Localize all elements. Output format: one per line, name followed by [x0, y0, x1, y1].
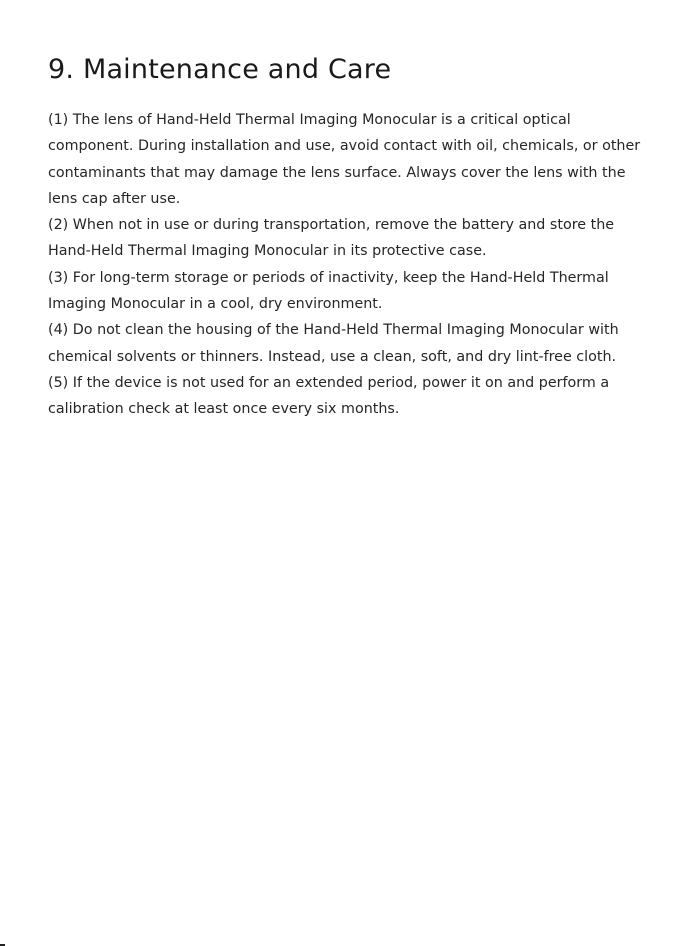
section-title: 9. Maintenance and Care [48, 54, 392, 85]
instruction-item-2: (2) When not in use or during transportation, remove the battery and store the Hand-Held Thermal Imaging Monocular in its protective case. [48, 217, 615, 260]
maintenance-instructions [48, 107, 648, 423]
instruction-item-5: (5) If the device is not used for an extended period, power it on and perform a calibration check at least once every six months. [48, 374, 610, 418]
instruction-item-3: (3) For long-term storage or periods of inactivity, keep the Hand-Held Thermal Imaging Monocular in a cool, dry environment. [48, 269, 609, 313]
instruction-item-1: (1) The lens of Hand-Held Thermal Imaging Monocular is a critical optical component. During installation and use, avoid contact with oil, chemicals, or other contaminants that may damage the lens surface. Always cover the lens with the lens cap after use. [48, 112, 641, 207]
instruction-item-4: (4) Do not clean the housing of the Hand-Held Thermal Imaging Monocular with chemical solvents or thinners. Instead, use a clean, soft, and dry lint-free cloth. [48, 322, 619, 365]
